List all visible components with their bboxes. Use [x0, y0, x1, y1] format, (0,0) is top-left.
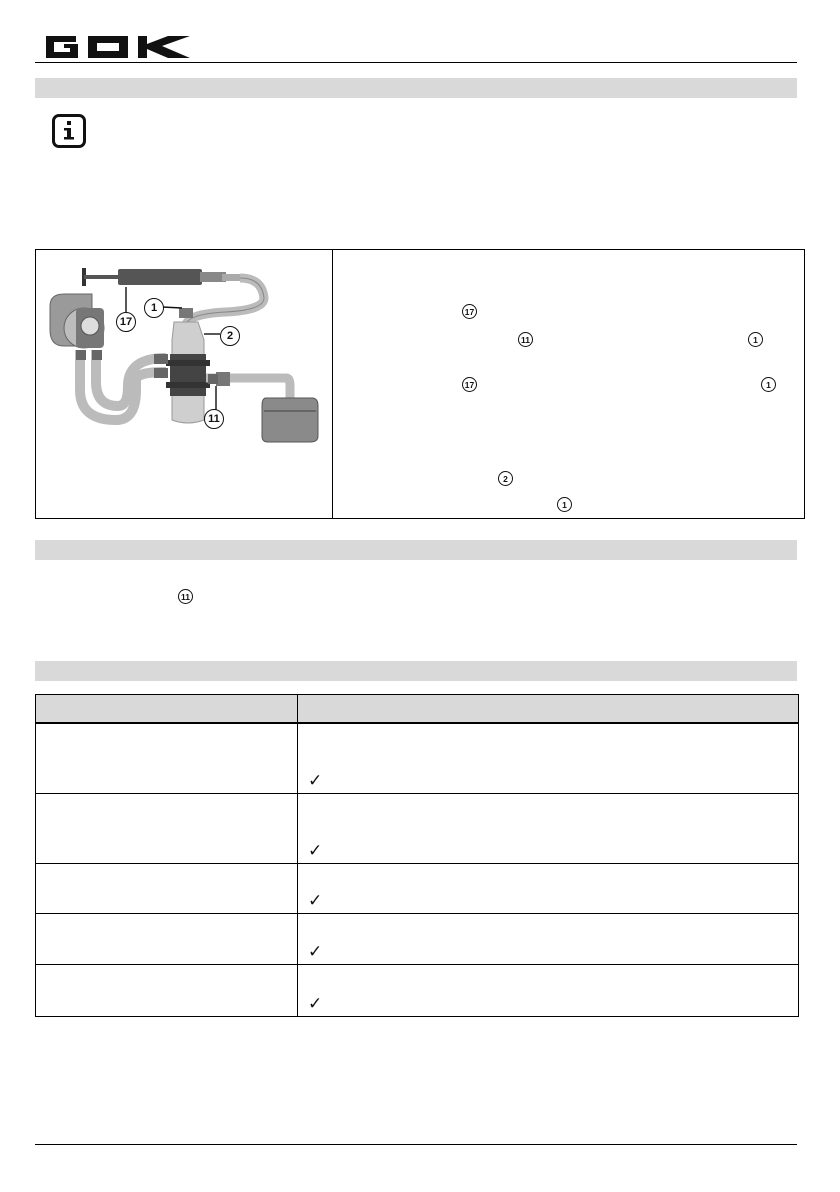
part-marker-11: 11 [518, 332, 533, 347]
instructions-panel [332, 249, 805, 519]
check-icon: ✓ [308, 941, 323, 961]
table-row [36, 793, 799, 863]
part-marker-1: 1 [761, 377, 776, 392]
table-row [36, 913, 799, 964]
callout-17: 17 [116, 312, 136, 332]
figure-panel [35, 249, 333, 519]
part-marker-1: 1 [557, 497, 572, 512]
remedy-cell [298, 863, 799, 913]
check-icon: ✓ [308, 993, 323, 1013]
section-bar-3 [35, 661, 797, 681]
table-row [36, 964, 799, 1016]
fault-cell [36, 964, 298, 1016]
pump-diagram [36, 250, 332, 518]
header-cell-remedy [298, 695, 799, 724]
header-rule [35, 62, 797, 63]
callout-11: 11 [204, 409, 224, 429]
part-marker-17: 17 [462, 377, 477, 392]
check-icon: ✓ [308, 890, 323, 910]
faults-table [35, 694, 799, 1017]
part-marker-11: 11 [178, 589, 193, 604]
fault-cell [36, 863, 298, 913]
section-bar-1 [35, 78, 797, 98]
fault-cell [36, 913, 298, 964]
check-icon: ✓ [308, 840, 323, 860]
remedy-cell [298, 793, 799, 863]
fault-cell [36, 723, 298, 793]
callout-2: 2 [220, 326, 240, 346]
header-cell-fault [36, 695, 298, 724]
footer-rule [35, 1144, 797, 1145]
remedy-cell [298, 964, 799, 1016]
fault-cell [36, 793, 298, 863]
section-bar-2 [35, 540, 797, 560]
table-row [36, 863, 799, 913]
part-marker-2: 2 [498, 471, 513, 486]
callout-1: 1 [144, 298, 164, 318]
remedy-cell [298, 913, 799, 964]
part-marker-17: 17 [462, 304, 477, 319]
table-row [36, 723, 799, 793]
info-icon [52, 114, 86, 148]
remedy-cell [298, 723, 799, 793]
gok-logo [44, 32, 194, 60]
table-header-row [36, 695, 799, 724]
check-icon: ✓ [308, 770, 323, 790]
part-marker-1: 1 [748, 332, 763, 347]
